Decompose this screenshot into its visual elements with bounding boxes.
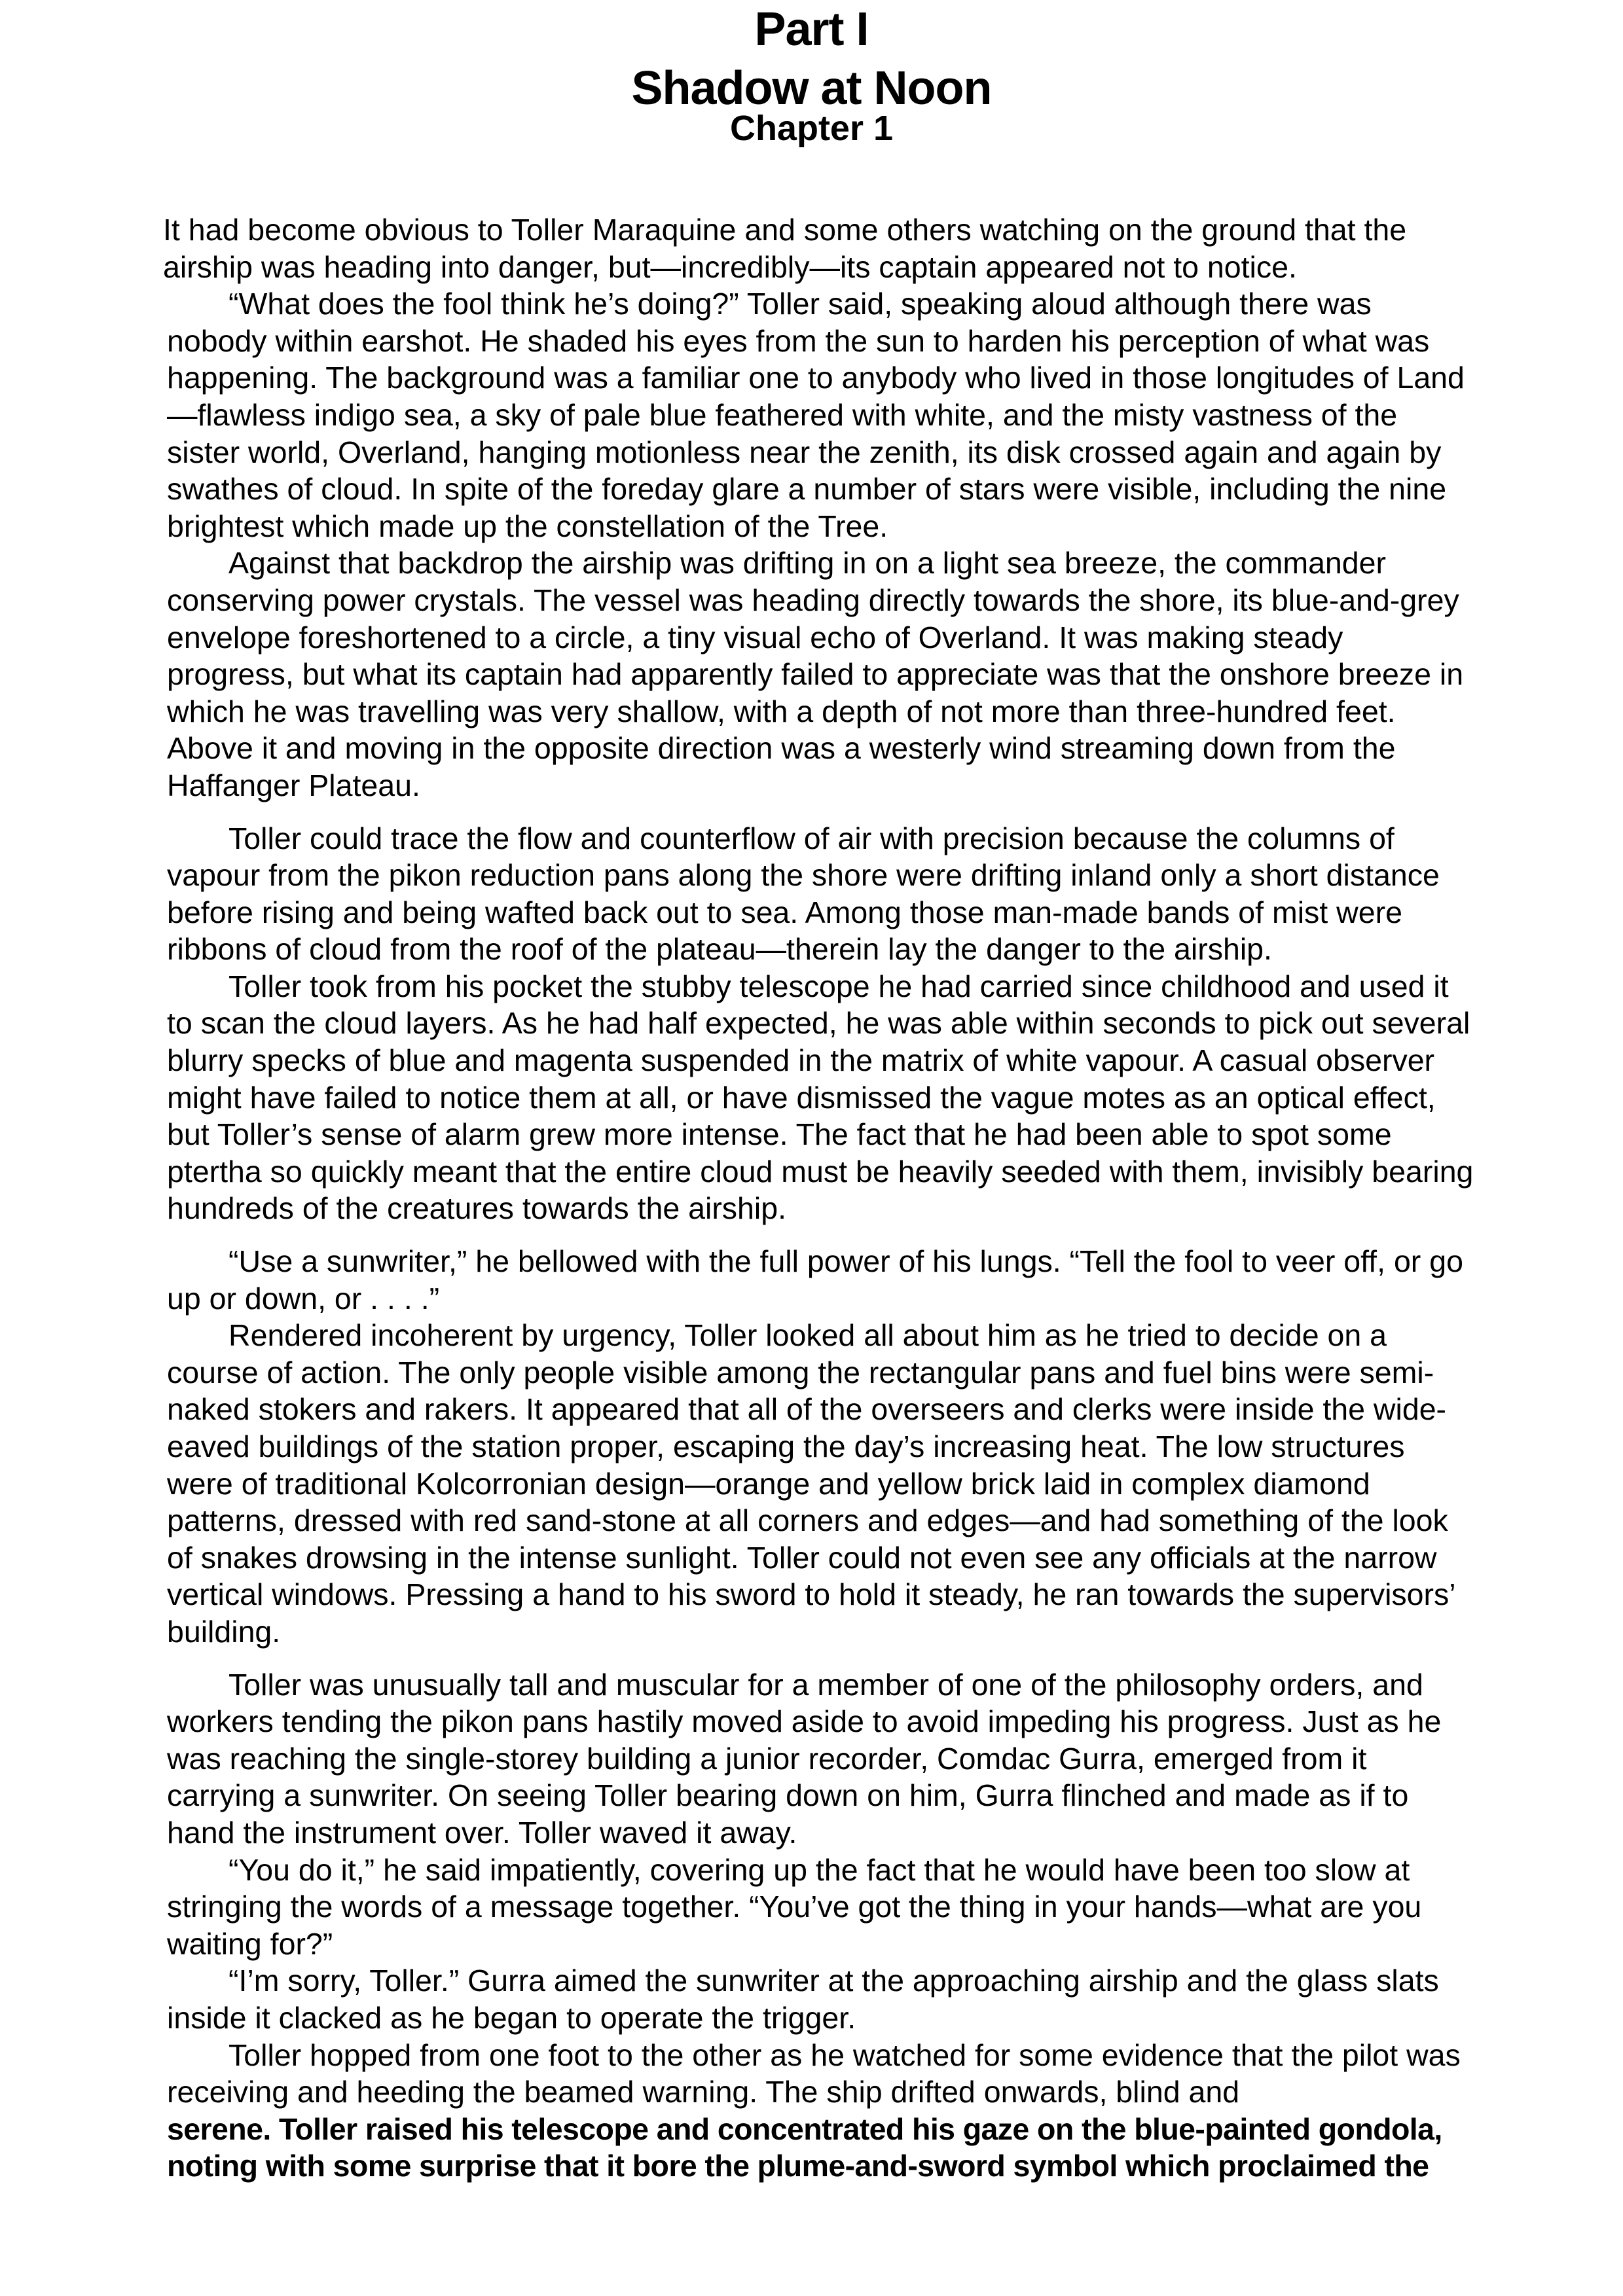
paragraph-12-continued: serene. Toller raised his telescope and concentrated his gaze on the blue-painted gondola, noting with some surprise that it bore the plume-and-sword symbol which proclaimed the — [167, 2111, 1442, 2183]
paragraph-6: “Use a sunwriter,” he bellowed with the full power of his lungs. “Tell the fool to veer off, or go up or down, or . . . .” — [167, 1244, 1463, 1316]
paragraph-9: “You do it,” he said impatiently, covering up the fact that he would have been too slow at stringing the words of a message together. “You’ve got the thing in your hands—what are you waiting for?” — [167, 1852, 1422, 1961]
chapter-title: Chapter 1 — [729, 109, 894, 148]
paragraph-7: Rendered incoherent by urgency, Toller looked all about him as he tried to decide on a course of action. The only people visible among the rectangular pans and fuel bins were semi-naked stokers and rakers. It appeared that all of the overseers and clerks were inside the wide-eaved buildings of the station proper, escaping the day’s increasing heat. The low structures were of traditional Kolcorronian design—orange and yellow brick laid in complex diamond patterns, dressed with red sand-stone at all corners and edges—and had something of the look of snakes drowsing in the intense sunlight. Toller could not even see any officials at the narrow vertical windows. Pressing a hand to his sword to hold it steady, he ran towards the supervisors’ building. — [167, 1318, 1455, 1649]
paragraph-5: Toller took from his pocket the stubby telescope he had carried since childhood and used it to scan the cloud layers. As he had half expected, he was able within seconds to pick out several blurry specks of blue and magenta suspended in the matrix of white vapour. A casual observer might have failed to notice them at all, or have dismissed the vague motes as an optical effect, but Toller’s sense of alarm grew more intense. The fact that he had been able to spot some ptertha so quickly meant that the entire cloud must be heavily seeded with them, invisibly bearing hundreds of the creatures towards the airship. — [167, 969, 1474, 1226]
paragraph-2: “What does the fool think he’s doing?” Toller said, speaking aloud although there was nobody within earshot. He shaded his eyes from the sun to harden his perception of what was happening. The background was a familiar one to anybody who lived in those longitudes of Land—flawless indigo sea, a sky of pale blue feathered with white, and the misty vastness of the sister world, Overland, hanging motionless near the zenith, its disk crossed again and again by swathes of cloud. In spite of the foreday glare a number of stars were visible, including the nine brightest which made up the constellation of the Tree. — [167, 287, 1465, 543]
paragraph-4: Toller could trace the flow and counterflow of air with precision because the columns of vapour from the pikon reduction pans along the shore were drifting inland only a short distance before rising and being wafted back out to sea. Among those man-made bands of mist were ribbons of cloud from the roof of the plateau—therein lay the danger to the airship. — [167, 821, 1440, 967]
paragraph-10: “I’m sorry, Toller.” Gurra aimed the sunwriter at the approaching airship and the glass slats inside it clacked as he began to operate the trigger. — [167, 1964, 1439, 2035]
paragraph-1: It had become obvious to Toller Maraquine and some others watching on the ground that the airship was heading into danger, but—incredibly—its captain appeared not to notice. — [163, 213, 1407, 284]
section-title: Shadow at Noon — [631, 62, 992, 115]
chapter-body — [163, 211, 1476, 2185]
paragraph-8: Toller was unusually tall and muscular for a member of one of the philosophy orders, and workers tending the pikon pans hastily moved aside to avoid impeding his progress. Just as he was reaching the single-storey building a junior recorder, Comdac Gurra, emerged from it carrying a sunwriter. On seeing Toller bearing down on him, Gurra flinched and made as if to hand the instrument over. Toller waved it away. — [167, 1667, 1442, 1850]
paragraph-3: Against that backdrop the airship was drifting in on a light sea breeze, the commander conserving power crystals. The vessel was heading directly towards the shore, its blue-and-grey envelope foreshortened to a circle, a tiny visual echo of Overland. It was making steady progress, but what its captain had apparently failed to appreciate was that the onshore breeze in which he was travelling was very shallow, with a depth of not more than three-hundred feet. Above it and moving in the opposite direction was a westerly wind streaming down from the Haffanger Plateau. — [167, 546, 1464, 802]
part-title: Part I — [754, 3, 869, 56]
paragraph-11: Toller hopped from one foot to the other as he watched for some evidence that the pilot was receiving and heeding the beamed warning. The ship drifted onwards, blind and — [167, 2037, 1461, 2109]
